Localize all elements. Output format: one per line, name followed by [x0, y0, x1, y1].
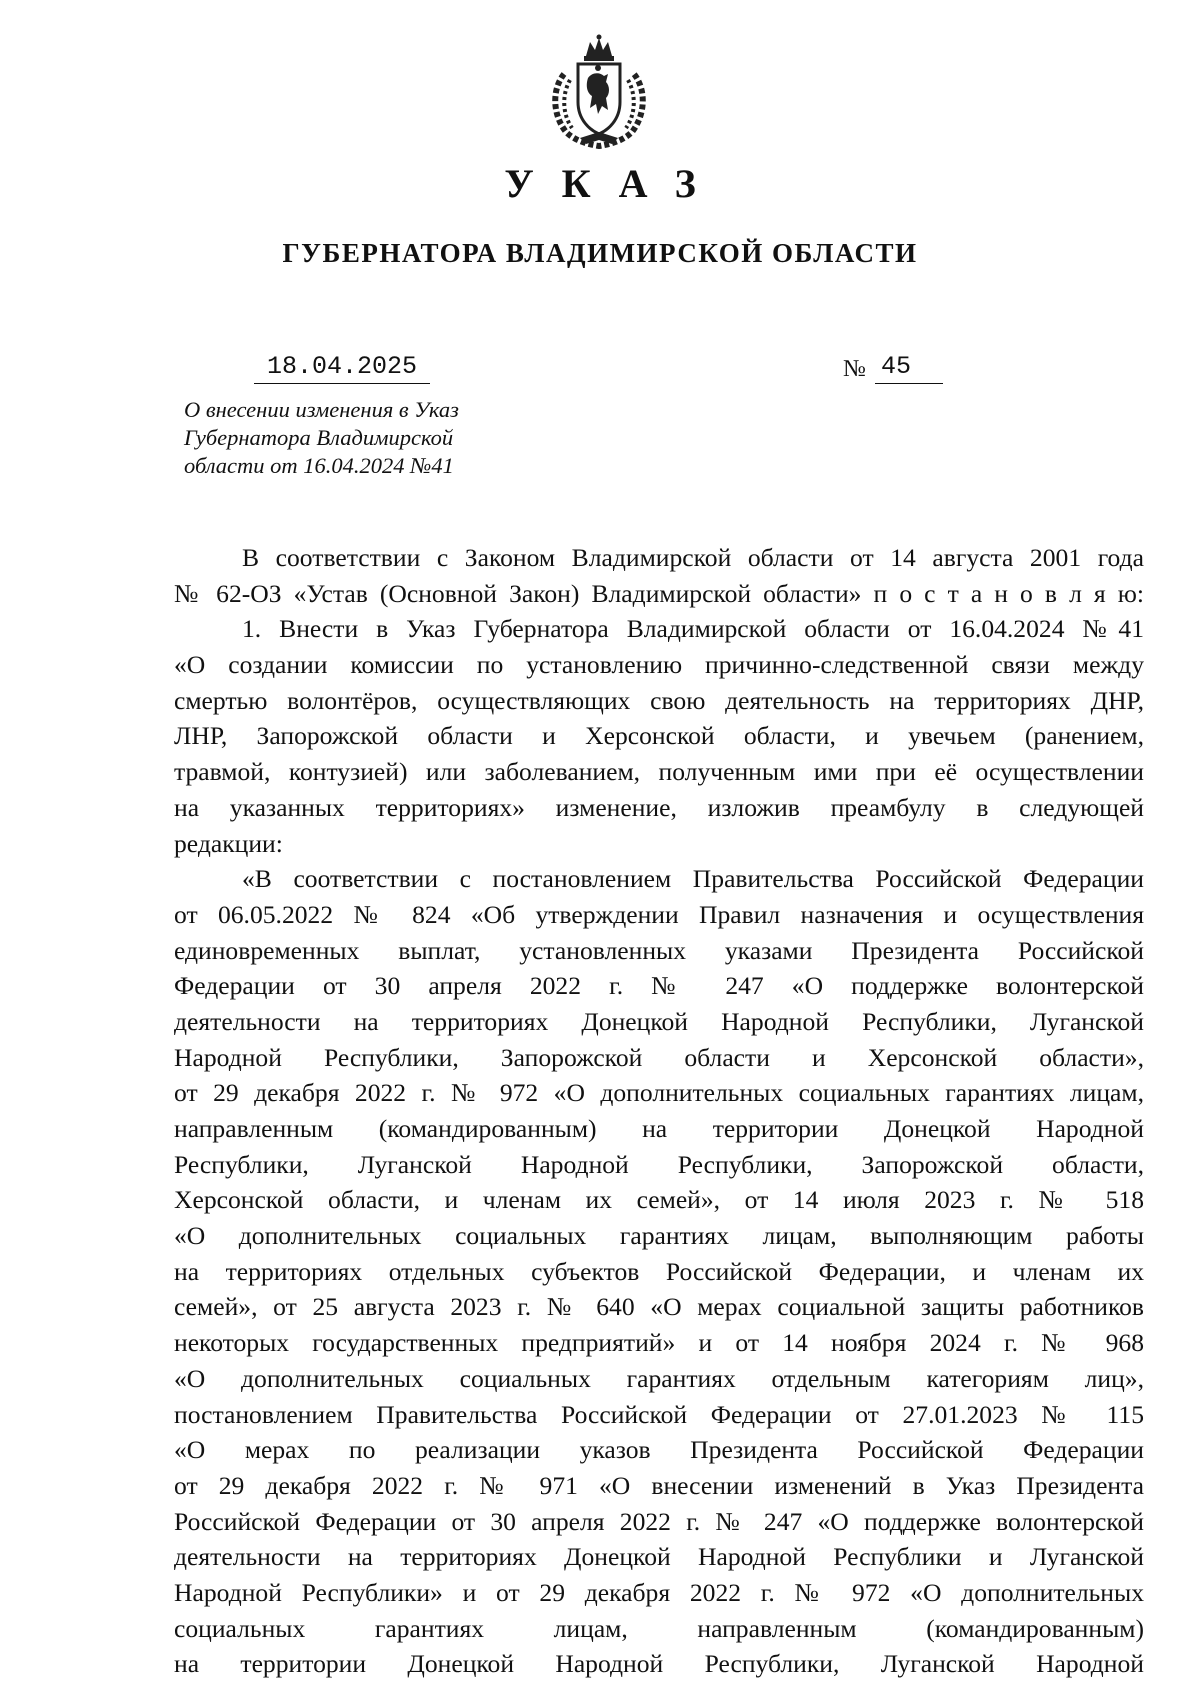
body-line: Народной Республики» и от 29 декабря 2022 г. № 972 «О дополнительных	[174, 1577, 1144, 1607]
body-line: социальных гарантиях лицам, направленным (командированным)	[174, 1613, 1144, 1643]
body-line: ЛНР, Запорожской области и Херсонской области, и увечьем (ранением,	[174, 721, 1144, 751]
coat-of-arms-icon	[546, 34, 652, 150]
body-line: «О создании комиссии по установлению причинно-следственной связи между	[174, 650, 1144, 680]
body-line: деятельности на территориях Донецкой Народной Республики, Луганской	[174, 1006, 1144, 1036]
document-body	[174, 540, 1144, 1682]
body-line: «О дополнительных социальных гарантиях отдельным категориям лиц»,	[174, 1363, 1144, 1393]
body-line: смертью волонтёров, осуществляющих свою деятельность на территориях ДНР,	[174, 685, 1144, 715]
document-date: 18.04.2025	[254, 352, 430, 384]
body-line: на территории Донецкой Народной Республики, Луганской Народной	[174, 1649, 1144, 1679]
body-line: от 29 декабря 2022 г. № 971 «О внесении изменений в Указ Президента	[174, 1470, 1144, 1500]
body-line: № 62-ОЗ «Устав (Основной Закон) Владимирской области» п о с т а н о в л я ю:	[174, 578, 1144, 608]
document-title: УКАЗ	[504, 161, 724, 206]
body-line: В соответствии с Законом Владимирской области от 14 августа 2001 года	[242, 543, 1144, 572]
body-line: от 29 декабря 2022 г. № 972 «О дополнительных социальных гарантиях лицам,	[174, 1078, 1144, 1108]
document-about	[184, 396, 504, 480]
document-subtitle: ГУБЕРНАТОРА ВЛАДИМИРСКОЙ ОБЛАСТИ	[282, 238, 918, 268]
body-line: Российской Федерации от 30 апреля 2022 г. № 247 «О поддержке волонтерской	[174, 1506, 1144, 1536]
body-line: единовременных выплат, установленных указами Президента Российской	[174, 935, 1144, 965]
body-line: постановлением Правительства Российской Федерации от 27.01.2023 № 115	[174, 1399, 1144, 1429]
body-line: на территориях отдельных субъектов Российской Федерации, и членам их	[174, 1256, 1144, 1286]
body-line: Херсонской области, и членам их семей», от 14 июля 2023 г. № 518	[174, 1185, 1144, 1215]
body-line: «О мерах по реализации указов Президента Российской Федерации	[174, 1435, 1144, 1465]
body-line: направленным (командированным) на территории Донецкой Народной	[174, 1114, 1144, 1143]
body-line: Республики, Луганской Народной Республики, Запорожской области,	[174, 1149, 1144, 1179]
body-line: семей», от 25 августа 2023 г. № 640 «О мерах социальной защиты работников	[174, 1292, 1144, 1322]
body-line: редакции:	[174, 828, 283, 858]
body-line: «В соответствии с постановлением Правительства Российской Федерации	[242, 864, 1144, 894]
about-line: Губернатора Владимирской	[184, 425, 454, 450]
number-label: №	[843, 356, 866, 382]
body-line: некоторых государственных предприятий» и от 14 ноября 2024 г. № 968	[174, 1328, 1144, 1358]
body-line: Федерации от 30 апреля 2022 г. № 247 «О поддержке волонтерской	[174, 971, 1144, 1001]
body-line: на указанных территориях» изменение, изложив преамбулу в следующей	[174, 792, 1144, 822]
about-line: области от 16.04.2024 №41	[184, 453, 454, 478]
document-number: 45	[875, 352, 943, 384]
body-line: от 06.05.2022 № 824 «Об утверждении Правил назначения и осуществления	[174, 899, 1144, 929]
body-line: деятельности на территориях Донецкой Народной Республики и Луганской	[174, 1542, 1144, 1572]
about-line: О внесении изменения в Указ	[184, 397, 459, 422]
body-line: травмой, контузией) или заболеванием, полученным ими при её осуществлении	[174, 757, 1144, 787]
body-line: «О дополнительных социальных гарантиях лицам, выполняющим работы	[174, 1221, 1144, 1251]
body-line: Народной Республики, Запорожской области и Херсонской области»,	[174, 1042, 1144, 1072]
body-line: 1. Внести в Указ Губернатора Владимирской области от 16.04.2024 №41	[242, 614, 1144, 644]
